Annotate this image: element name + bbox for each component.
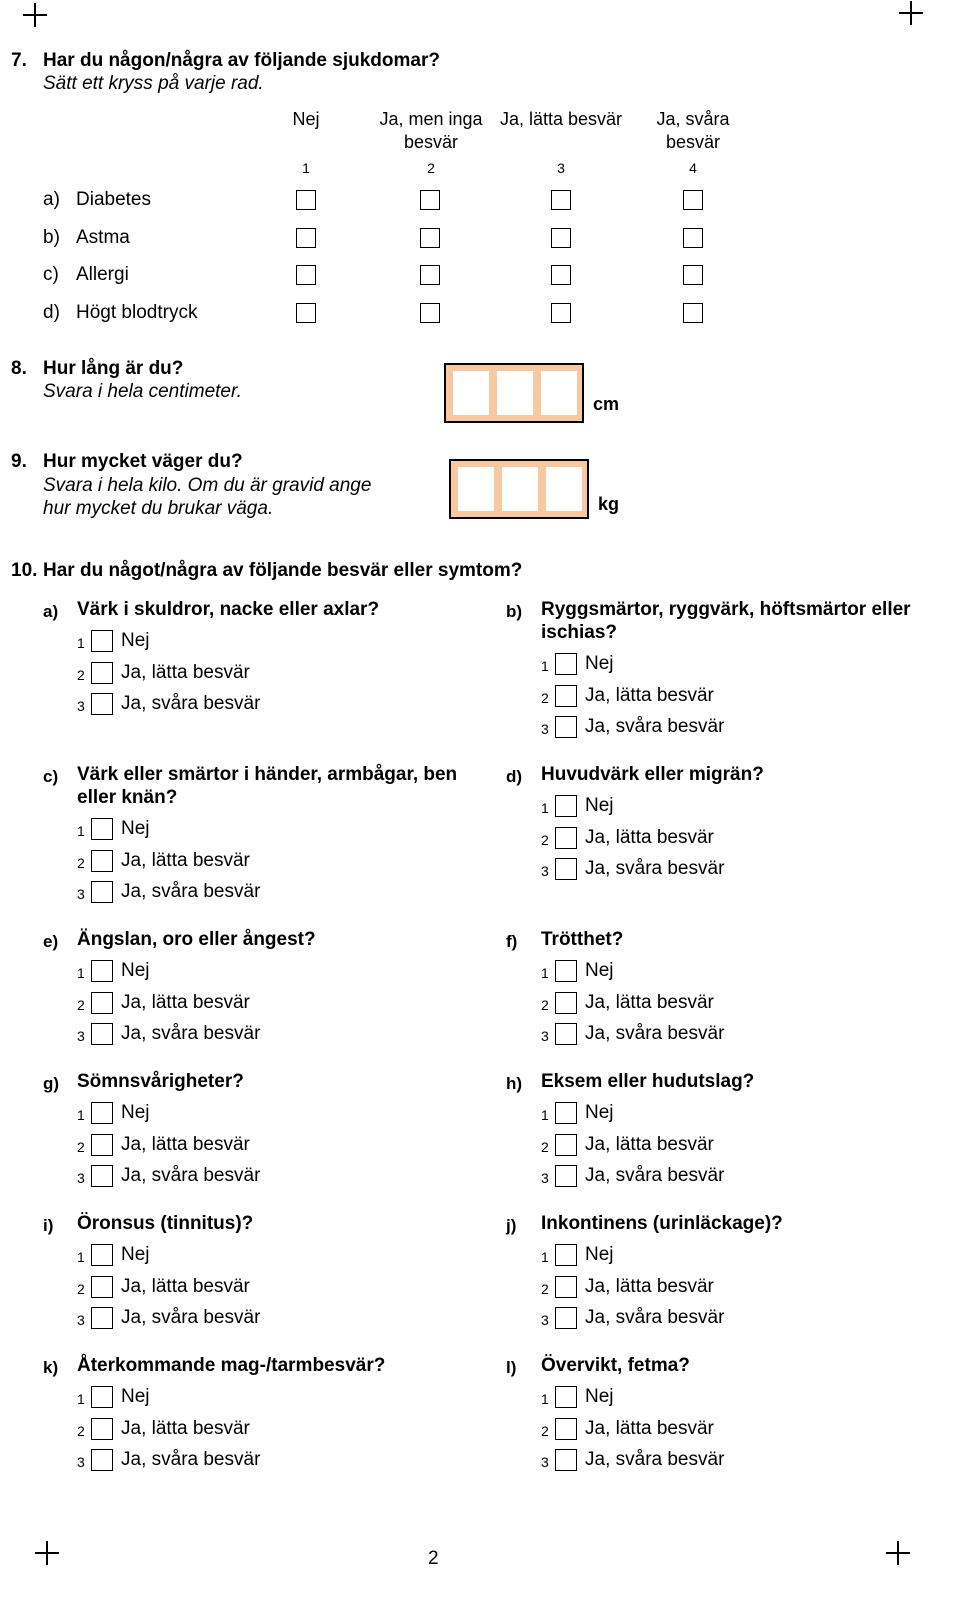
option-code: 2	[77, 1423, 85, 1439]
option-checkbox[interactable]	[555, 1418, 577, 1440]
symptom-title: Värk i skuldror, nacke eller axlar?	[77, 599, 380, 620]
q7-row-letter: c)	[43, 264, 59, 285]
symptom-title: Trötthet?	[541, 929, 624, 950]
option-checkbox[interactable]	[555, 685, 577, 707]
option-code: 2	[77, 1281, 85, 1297]
option-code: 1	[77, 965, 85, 981]
q7-col-header-4: Ja, svåra besvär	[656, 109, 730, 152]
option-checkbox[interactable]	[91, 1102, 113, 1124]
option-code: 3	[77, 886, 85, 902]
option-checkbox[interactable]	[555, 716, 577, 738]
option-code: 2	[77, 1139, 85, 1155]
q7-a-checkbox-3[interactable]	[551, 190, 571, 210]
option-code: 1	[77, 823, 85, 839]
option-label: Ja, svåra besvär	[585, 716, 725, 737]
option-label: Nej	[121, 1244, 150, 1265]
option-label: Nej	[121, 960, 150, 981]
option-label: Ja, lätta besvär	[585, 992, 714, 1013]
symptom-letter: d)	[506, 767, 523, 786]
option-code: 1	[77, 1249, 85, 1265]
q7-d-checkbox-3[interactable]	[551, 303, 571, 323]
option-label: Ja, lätta besvär	[585, 827, 714, 848]
option-checkbox[interactable]	[91, 662, 113, 684]
option-label: Nej	[121, 1102, 150, 1123]
q9-number: 9.	[11, 451, 27, 472]
option-checkbox[interactable]	[555, 1102, 577, 1124]
option-checkbox[interactable]	[555, 653, 577, 675]
option-checkbox[interactable]	[555, 960, 577, 982]
symptom-letter: a)	[43, 602, 59, 621]
option-label: Ja, lätta besvär	[585, 685, 714, 706]
option-label: Ja, lätta besvär	[121, 992, 250, 1013]
option-checkbox[interactable]	[91, 1244, 113, 1266]
height-digit-2[interactable]	[497, 371, 533, 415]
option-label: Ja, lätta besvär	[585, 1134, 714, 1155]
option-checkbox[interactable]	[91, 992, 113, 1014]
symptom-letter: c)	[43, 767, 59, 786]
option-checkbox[interactable]	[555, 1386, 577, 1408]
option-label: Ja, svåra besvär	[585, 1023, 725, 1044]
q8-title: Hur lång är du?	[43, 358, 184, 379]
option-code: 2	[77, 855, 85, 871]
weight-unit: kg	[598, 494, 620, 514]
q7-c-checkbox-3[interactable]	[551, 265, 571, 285]
option-label: Ja, svåra besvär	[121, 1023, 261, 1044]
height-digit-3[interactable]	[541, 371, 577, 415]
symptom-letter: k)	[43, 1358, 59, 1377]
q7-c-checkbox-4[interactable]	[683, 265, 703, 285]
symptom-letter: g)	[43, 1074, 60, 1093]
option-code: 1	[541, 1107, 549, 1123]
q9-subtitle-line1: Svara i hela kilo. Om du är gravid ange	[43, 475, 372, 496]
weight-digit-2[interactable]	[502, 467, 538, 511]
option-label: Nej	[585, 653, 614, 674]
option-code: 3	[77, 1028, 85, 1044]
option-code: 3	[77, 1170, 85, 1186]
option-label: Ja, lätta besvär	[585, 1276, 714, 1297]
option-label: Nej	[585, 1386, 614, 1407]
height-digit-1[interactable]	[453, 371, 489, 415]
registration-mark-top-right	[899, 1, 923, 25]
option-code: 3	[541, 1170, 549, 1186]
option-label: Nej	[121, 818, 150, 839]
symptom-title: Sömnsvårigheter?	[77, 1071, 244, 1092]
option-label: Ja, svåra besvär	[121, 1449, 261, 1470]
q10-number: 10.	[11, 560, 38, 581]
option-code: 1	[541, 800, 549, 816]
option-code: 3	[77, 698, 85, 714]
q7-b-checkbox-3[interactable]	[551, 228, 571, 248]
symptom-title: Ryggsmärtor, ryggvärk, höftsmärtor eller ischias?	[541, 599, 911, 643]
symptom-title: Inkontinens (urinläckage)?	[541, 1213, 783, 1234]
symptom-title: Övervikt, fetma?	[541, 1355, 690, 1376]
q10-title: Har du något/några av följande besvär eller symtom?	[43, 560, 523, 581]
option-code: 2	[541, 1139, 549, 1155]
q7-a-checkbox-2[interactable]	[420, 190, 440, 210]
q7-row-label: Högt blodtryck	[76, 302, 198, 323]
option-label: Ja, svåra besvär	[121, 881, 261, 902]
option-checkbox[interactable]	[91, 1134, 113, 1156]
symptom-letter: h)	[506, 1074, 523, 1093]
q7-row-label: Astma	[76, 227, 130, 248]
symptom-title: Ängslan, oro eller ångest?	[77, 929, 316, 950]
option-code: 1	[541, 1249, 549, 1265]
option-label: Ja, lätta besvär	[121, 662, 250, 683]
option-code: 3	[77, 1312, 85, 1328]
q7-row-label: Allergi	[76, 264, 129, 285]
option-label: Nej	[585, 960, 614, 981]
option-label: Nej	[585, 1244, 614, 1265]
option-code: 1	[77, 635, 85, 651]
option-code: 1	[541, 965, 549, 981]
option-code: 1	[77, 1391, 85, 1407]
q7-col-code-1: 1	[302, 160, 310, 176]
option-code: 2	[77, 667, 85, 683]
option-checkbox[interactable]	[91, 960, 113, 982]
symptom-title: Eksem eller hudutslag?	[541, 1071, 755, 1092]
q7-number: 7.	[11, 50, 27, 71]
option-code: 2	[541, 1281, 549, 1297]
option-checkbox[interactable]	[91, 1307, 113, 1329]
option-code: 2	[541, 832, 549, 848]
option-label: Ja, svåra besvär	[121, 1165, 261, 1186]
q7-b-checkbox-2[interactable]	[420, 228, 440, 248]
option-label: Ja, svåra besvär	[585, 858, 725, 879]
option-checkbox[interactable]	[555, 1307, 577, 1329]
option-code: 2	[541, 1423, 549, 1439]
option-checkbox[interactable]	[91, 818, 113, 840]
q7-b-checkbox-4[interactable]	[683, 228, 703, 248]
q7-col-header-1: Nej	[292, 109, 320, 129]
q7-d-checkbox-4[interactable]	[683, 303, 703, 323]
symptom-title: Öronsus (tinnitus)?	[77, 1213, 254, 1234]
registration-mark-bottom-left	[35, 1541, 59, 1565]
option-code: 3	[541, 1312, 549, 1328]
option-checkbox[interactable]	[555, 827, 577, 849]
option-code: 1	[541, 1391, 549, 1407]
option-label: Ja, svåra besvär	[585, 1165, 725, 1186]
height-unit: cm	[593, 394, 620, 414]
weight-input-box	[449, 459, 589, 519]
option-label: Nej	[121, 1386, 150, 1407]
option-label: Ja, lätta besvär	[121, 850, 250, 871]
option-label: Nej	[585, 795, 614, 816]
option-code: 1	[541, 658, 549, 674]
symptom-letter: b)	[506, 602, 523, 621]
q7-row-label: Diabetes	[76, 189, 151, 210]
q7-row-letter: a)	[43, 189, 60, 210]
option-checkbox[interactable]	[91, 1165, 113, 1187]
option-label: Ja, svåra besvär	[121, 1307, 261, 1328]
option-checkbox[interactable]	[555, 1449, 577, 1471]
q7-a-checkbox-4[interactable]	[683, 190, 703, 210]
option-checkbox[interactable]	[91, 1023, 113, 1045]
page-number: 2	[428, 1548, 439, 1569]
q8-subtitle: Svara i hela centimeter.	[43, 381, 242, 402]
q9-subtitle-line2: hur mycket du brukar väga.	[43, 498, 274, 519]
option-code: 3	[541, 1028, 549, 1044]
q7-col-code-3: 3	[557, 160, 565, 176]
option-checkbox[interactable]	[555, 1276, 577, 1298]
q7-d-checkbox-2[interactable]	[420, 303, 440, 323]
weight-digit-3[interactable]	[546, 467, 582, 511]
option-checkbox[interactable]	[555, 1244, 577, 1266]
q7-a-checkbox-1[interactable]	[296, 190, 316, 210]
option-code: 3	[541, 721, 549, 737]
option-label: Ja, lätta besvär	[121, 1134, 250, 1155]
option-checkbox[interactable]	[555, 1165, 577, 1187]
symptom-title: Värk eller smärtor i händer, armbågar, ben eller knän?	[77, 764, 458, 808]
q8-number: 8.	[11, 358, 27, 379]
option-label: Ja, svåra besvär	[585, 1307, 725, 1328]
q7-c-checkbox-2[interactable]	[420, 265, 440, 285]
q7-col-code-2: 2	[427, 160, 435, 176]
symptom-title: Huvudvärk eller migrän?	[541, 764, 764, 785]
q7-subtitle: Sätt ett kryss på varje rad.	[43, 73, 264, 94]
option-checkbox[interactable]	[91, 630, 113, 652]
option-label: Ja, lätta besvär	[121, 1418, 250, 1439]
option-checkbox[interactable]	[91, 1276, 113, 1298]
option-label: Ja, svåra besvär	[585, 1449, 725, 1470]
q7-b-checkbox-1[interactable]	[296, 228, 316, 248]
option-checkbox[interactable]	[555, 795, 577, 817]
option-label: Nej	[585, 1102, 614, 1123]
option-checkbox[interactable]	[555, 858, 577, 880]
weight-digit-1[interactable]	[458, 467, 494, 511]
option-code: 3	[77, 1454, 85, 1470]
option-checkbox[interactable]	[91, 1418, 113, 1440]
option-code: 3	[541, 863, 549, 879]
option-checkbox[interactable]	[555, 1023, 577, 1045]
option-code: 3	[541, 1454, 549, 1470]
symptom-title: Återkommande mag-/tarmbesvär?	[77, 1355, 386, 1376]
symptom-letter: i)	[43, 1216, 54, 1235]
option-checkbox[interactable]	[91, 693, 113, 715]
option-code: 2	[541, 997, 549, 1013]
registration-mark-top-left	[23, 3, 47, 27]
q7-row-letter: b)	[43, 227, 60, 248]
option-label: Ja, lätta besvär	[121, 1276, 250, 1297]
q7-col-code-4: 4	[689, 160, 697, 176]
height-input-box	[444, 363, 584, 423]
option-label: Ja, svåra besvär	[121, 693, 261, 714]
option-checkbox[interactable]	[555, 992, 577, 1014]
option-code: 2	[77, 997, 85, 1013]
q7-col-header-3: Ja, lätta besvär	[499, 109, 623, 129]
q7-c-checkbox-1[interactable]	[296, 265, 316, 285]
q7-title: Har du någon/några av följande sjukdomar?	[43, 50, 440, 71]
q9-title: Hur mycket väger du?	[43, 451, 243, 472]
q7-col-header-2: Ja, men inga besvär	[379, 109, 483, 152]
option-code: 1	[77, 1107, 85, 1123]
symptom-letter: l)	[506, 1358, 517, 1377]
option-checkbox[interactable]	[91, 1449, 113, 1471]
q7-row-letter: d)	[43, 302, 60, 323]
option-label: Nej	[121, 630, 150, 651]
symptom-letter: f)	[506, 932, 518, 951]
symptom-letter: j)	[506, 1216, 517, 1235]
option-checkbox[interactable]	[91, 1386, 113, 1408]
option-label: Ja, lätta besvär	[585, 1418, 714, 1439]
option-checkbox[interactable]	[91, 850, 113, 872]
option-checkbox[interactable]	[91, 881, 113, 903]
option-checkbox[interactable]	[555, 1134, 577, 1156]
symptom-letter: e)	[43, 932, 59, 951]
option-code: 2	[541, 690, 549, 706]
q7-d-checkbox-1[interactable]	[296, 303, 316, 323]
registration-mark-bottom-right	[886, 1541, 910, 1565]
